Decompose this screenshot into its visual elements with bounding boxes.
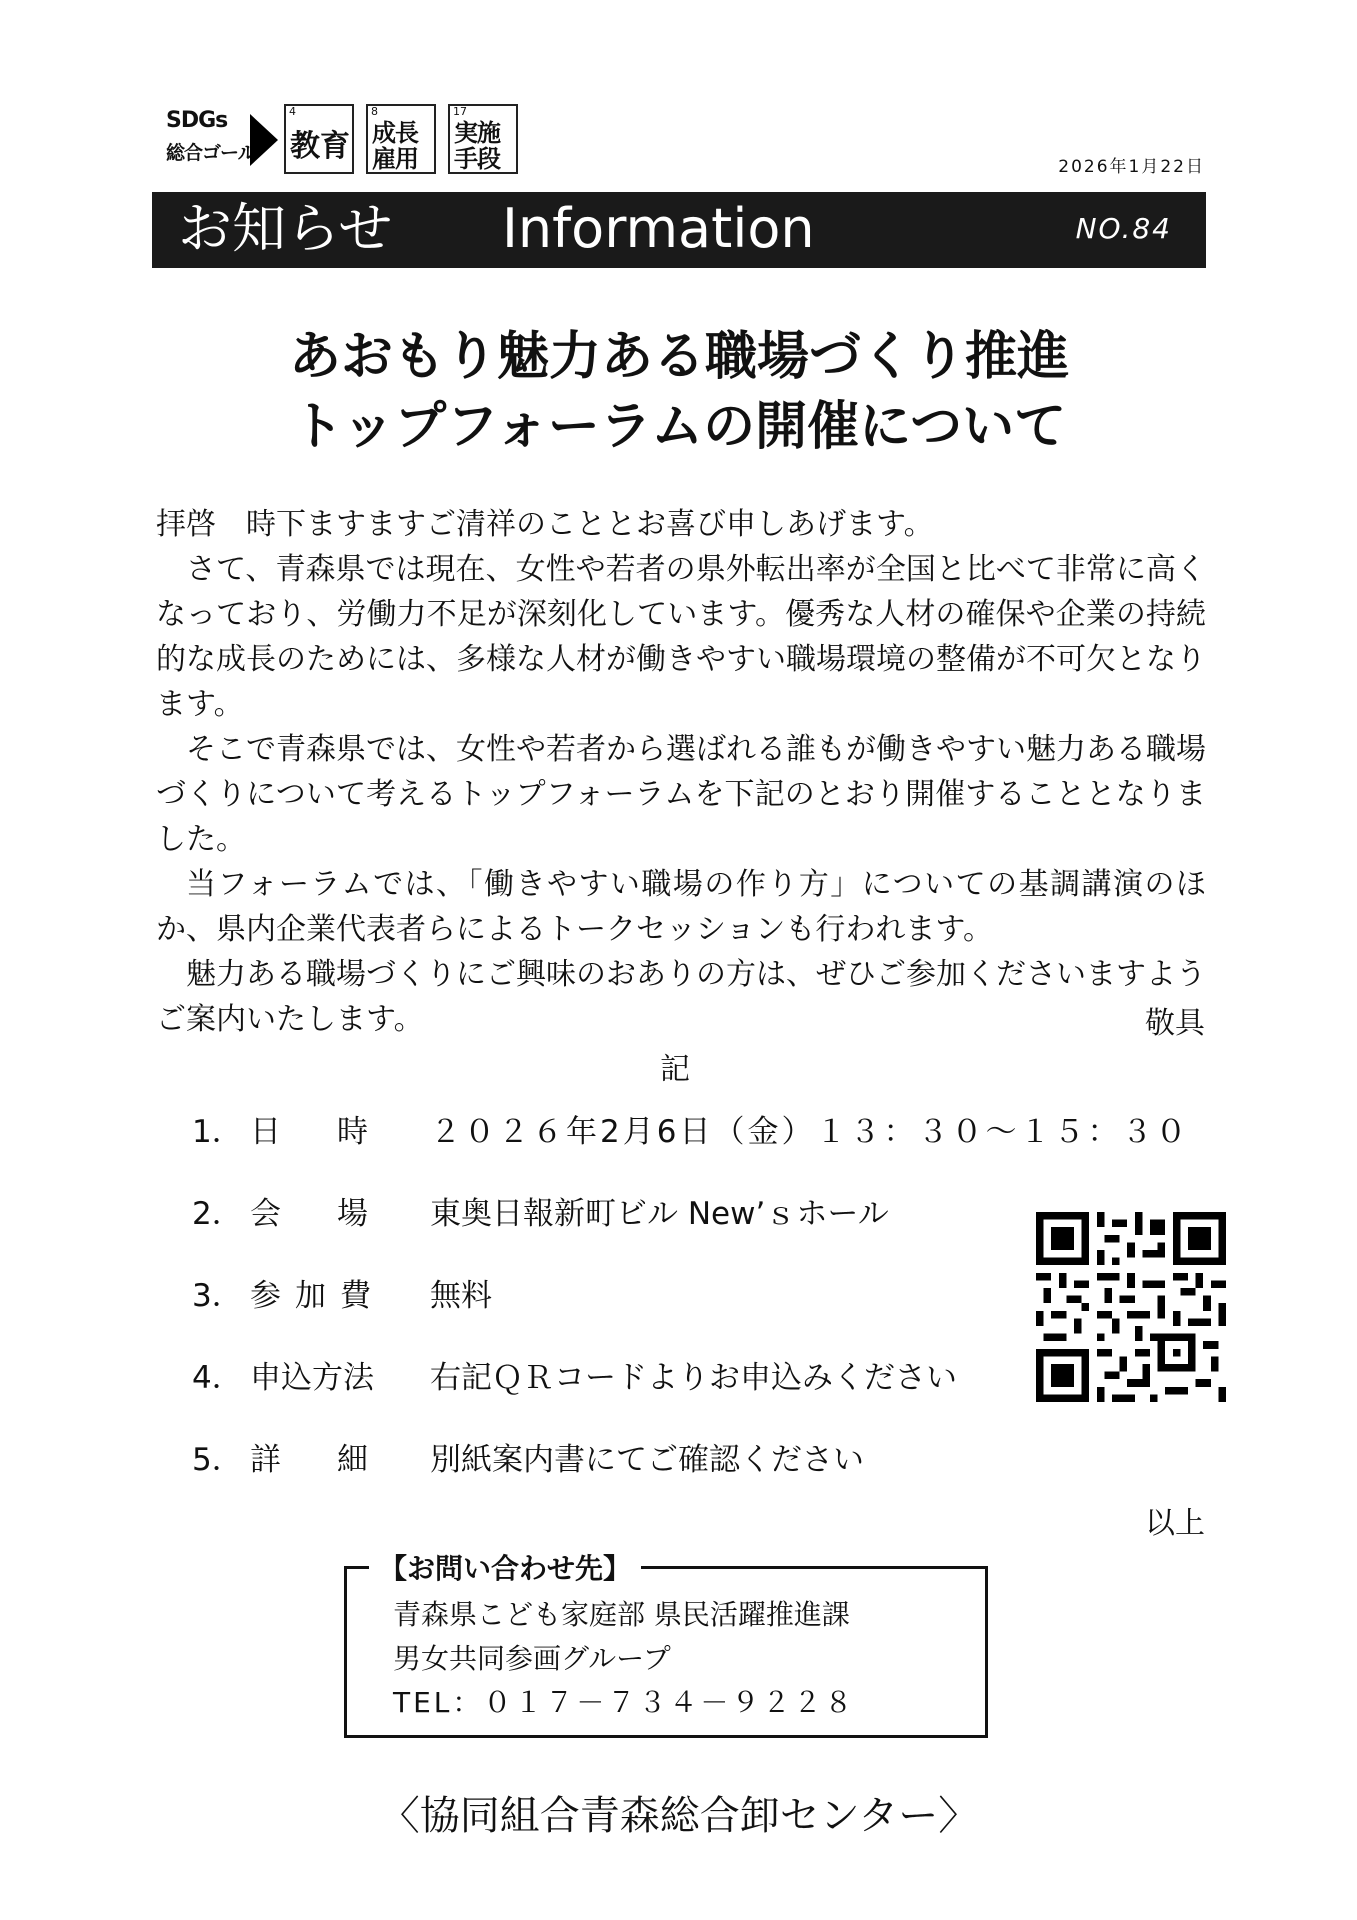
- qr-code[interactable]: [1036, 1212, 1226, 1402]
- body-paragraph: 魅力ある職場づくりにご興味のおありの方は、ぜひご参加くださいますようご案内いたします。: [156, 957, 1206, 1037]
- item-label: 詳細: [250, 1442, 424, 1478]
- greeting-paragraph: 拝啓 時下ますますご清祥のこととお喜び申しあげます。: [156, 507, 934, 542]
- contact-heading: 【お問い合わせ先】: [369, 1547, 641, 1587]
- banner-english: Information: [502, 197, 815, 260]
- body-paragraph: さて、青森県では現在、女性や若者の県外転出率が全国と比べて非常に高くなっており、労働力不足が深刻化しています。優秀な人材の確保や企業の持続的な成長のためには、多様な人材が働きやすい職場環境の整備が不可欠となります。: [156, 552, 1206, 722]
- item-number: 2．: [192, 1196, 243, 1232]
- sdg-goal-badge: [366, 104, 436, 174]
- title-line-1: あおもり魅力ある職場づくり推進: [288, 327, 1069, 387]
- item-label: 日時: [250, 1114, 424, 1150]
- detail-item-venue: [192, 1188, 889, 1233]
- item-label: 申込方法: [250, 1360, 374, 1396]
- body-paragraph: 当フォーラムでは、「働きやすい職場の作り方」についての基調講演のほか、県内企業代表者らによるトークセッションも行われます。: [156, 867, 1206, 947]
- item-number: 3．: [192, 1278, 243, 1314]
- goal-number: 4: [289, 105, 296, 118]
- goal-label: 教育: [290, 129, 350, 164]
- goal-number: 17: [453, 105, 467, 118]
- issue-number: NO.84: [1075, 212, 1172, 245]
- goal-label: 成長 雇用: [372, 119, 418, 173]
- footer-organization: 〈協同組合青森総合卸センター〉: [379, 1793, 979, 1839]
- arrow-right-icon: [250, 114, 278, 166]
- item-number: 4．: [192, 1360, 243, 1396]
- item-number: 1．: [192, 1114, 243, 1150]
- detail-item-fee: [192, 1270, 492, 1315]
- item-number: 5．: [192, 1442, 243, 1478]
- goal-number: 8: [371, 105, 378, 118]
- item-value: ２０２６年2月6日（金）１３：３０～１５：３０: [430, 1114, 1190, 1150]
- letter-body: [156, 502, 1206, 1042]
- goal-label: 実施 手段: [454, 119, 500, 173]
- item-label: 参加費: [250, 1278, 385, 1314]
- item-value: 無料: [430, 1278, 492, 1314]
- item-label: 会場: [250, 1196, 424, 1232]
- ki-heading: 記: [660, 1052, 690, 1087]
- contact-box: [344, 1552, 988, 1738]
- contact-phone: TEL：０１７－７３４－９２２８: [393, 1686, 856, 1719]
- closing-ijou: 以上: [1145, 1506, 1205, 1541]
- item-value: 右記ＱＲコードよりお申込みください: [430, 1360, 957, 1396]
- detail-item-application: [192, 1352, 957, 1397]
- information-banner: [152, 192, 1206, 268]
- sdg-goal-badge: [448, 104, 518, 174]
- contact-department: 青森県こども家庭部 県民活躍推進課: [393, 1598, 850, 1631]
- detail-item-date: [192, 1106, 1189, 1151]
- detail-item-details: [192, 1434, 864, 1479]
- sdg-goal-badge: [284, 104, 354, 174]
- closing-keigu: 敬具: [1145, 1006, 1205, 1041]
- banner-japanese: お知らせ: [178, 197, 393, 260]
- sdgs-title: SDGs: [166, 108, 228, 133]
- item-value: 別紙案内書にてご確認ください: [430, 1442, 864, 1478]
- contact-group: 男女共同参画グループ: [393, 1642, 671, 1675]
- issue-date: 2026年1月22日: [1058, 157, 1205, 177]
- title-line-2: トップフォーラムの開催について: [291, 397, 1067, 457]
- sdgs-subtitle: 総合ゴール: [166, 142, 256, 164]
- qr-code-icon: [1036, 1212, 1226, 1402]
- sdgs-header: [160, 100, 540, 178]
- body-paragraph: そこで青森県では、女性や若者から選ばれる誰もが働きやすい魅力ある職場づくりについて考えるトップフォーラムを下記のとおり開催することとなりました。: [156, 732, 1206, 857]
- item-value: 東奥日報新町ビル New’ｓホール: [430, 1196, 889, 1232]
- page-title: [152, 322, 1206, 462]
